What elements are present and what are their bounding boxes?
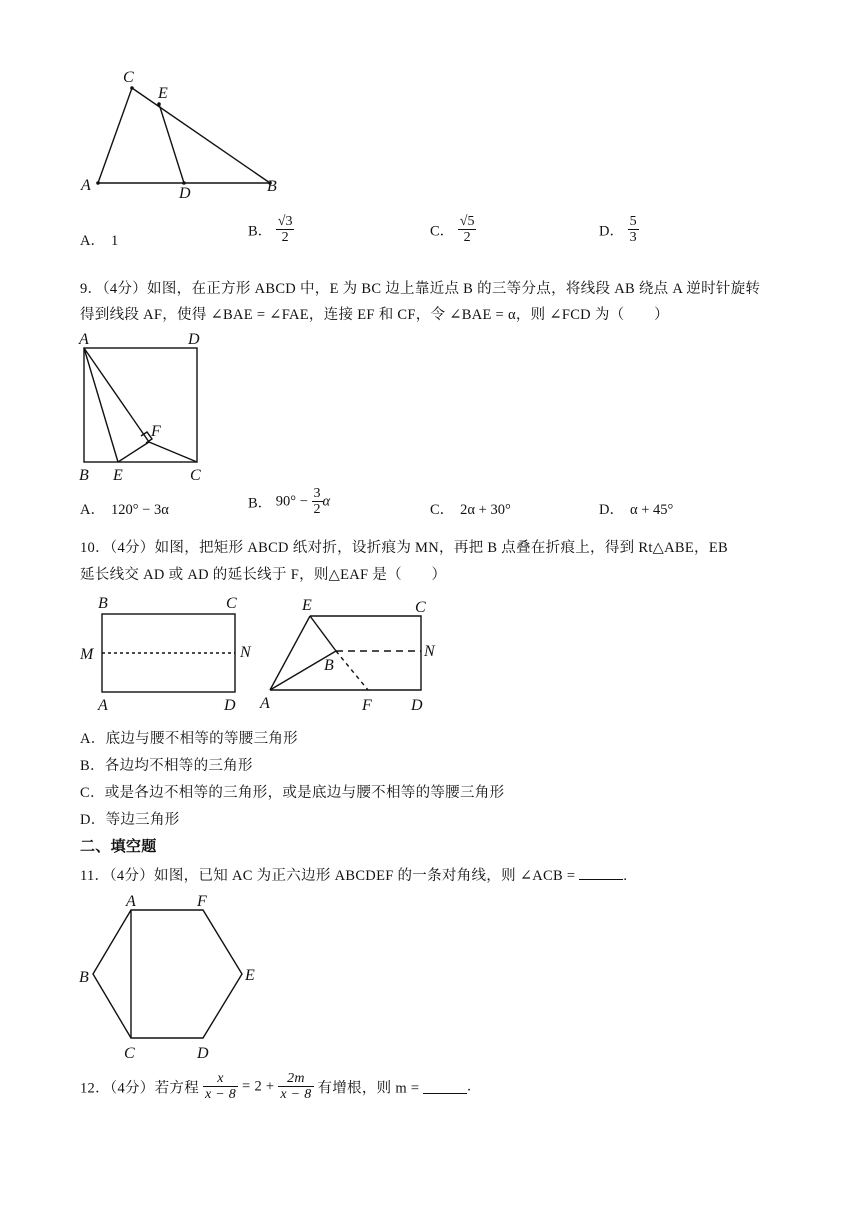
q8-option-b[interactable] xyxy=(248,214,294,246)
option-letter: B． xyxy=(248,495,273,512)
q8-triangle-figure xyxy=(78,66,288,200)
label-e: E xyxy=(113,467,123,484)
label-m: M xyxy=(80,646,94,663)
label-a: A xyxy=(126,893,136,910)
q11-end: . xyxy=(623,868,628,884)
option-value: 2α + 30° xyxy=(460,502,511,518)
label-b: B xyxy=(324,657,334,674)
option-fraction: $\frac{5}{3}$ xyxy=(629,214,637,246)
answer-blank[interactable] xyxy=(579,865,623,880)
label-e: E xyxy=(302,597,312,614)
q11-question: 11．（4分）如图，已知 AC 为正六边形 ABCDEF 的一条对角线，则 ∠ACB = xyxy=(80,868,576,884)
q12-prefix: 12．（4分）若方程 xyxy=(80,1080,199,1097)
q11-hexagon-figure xyxy=(74,890,269,1065)
q10-folded-figure xyxy=(258,590,448,715)
option-letter: D． xyxy=(599,223,624,240)
q9-text-line1: 9．（4分）如图，在正方形 ABCD 中，E 为 BC 边上靠近点 B 的三等分点，将线段 AB 绕点 A 逆时针旋转 xyxy=(80,281,761,297)
q12-middle: = 2 + xyxy=(242,1078,275,1095)
q10-text-line1: 10．（4分）如图，把矩形 ABCD 纸对折，设折痕为 MN，再把 B 点叠在折痕上，得到 Rt△ABE，EB xyxy=(80,540,728,556)
option-letter: C． xyxy=(430,502,455,518)
option-fraction: $\frac{√5}{2}$ xyxy=(459,214,475,246)
option-letter: B． xyxy=(248,223,273,240)
option-suffix: α xyxy=(322,493,331,510)
q12-end: . xyxy=(467,1078,472,1095)
q10-option-c[interactable]: C．或是各边不相等的三角形，或是底边与腰不相等的等腰三角形 xyxy=(80,785,505,801)
q10-text-line2: 延长线交 AD 或 AD 的延长线于 F，则△EAF 是（ ） xyxy=(80,567,447,583)
q10-option-b[interactable]: B．各边均不相等的三角形 xyxy=(80,758,253,774)
label-d: D xyxy=(224,697,236,714)
q8-option-c[interactable] xyxy=(430,214,476,246)
option-value: 1 xyxy=(110,233,119,249)
q8-option-a[interactable] xyxy=(80,229,118,250)
label-c: C xyxy=(226,595,237,612)
option-value: α + 45° xyxy=(629,502,674,518)
q9-square-figure xyxy=(75,328,210,484)
label-a: A xyxy=(98,697,108,714)
label-e: E xyxy=(245,967,255,984)
label-d: D xyxy=(179,185,191,202)
label-b: B xyxy=(79,969,89,986)
label-d: D xyxy=(197,1045,209,1062)
q12-fraction-2: $\frac{2m}{x - 8}$ xyxy=(280,1071,312,1103)
option-letter: C． xyxy=(430,223,455,240)
label-b: B xyxy=(79,467,89,484)
option-letter: A． xyxy=(80,502,105,518)
label-e: E xyxy=(158,85,168,102)
answer-blank[interactable] xyxy=(423,1079,467,1094)
q12-fraction-1: $\frac{x}{x - 8}$ xyxy=(204,1071,237,1103)
option-value: 120° − 3α xyxy=(110,502,169,518)
label-c: C xyxy=(190,467,201,484)
label-d: D xyxy=(188,331,200,348)
label-c: C xyxy=(124,1045,135,1062)
label-d: D xyxy=(411,697,423,714)
q9-option-a[interactable] xyxy=(80,498,169,519)
label-f: F xyxy=(197,893,207,910)
q12-text xyxy=(80,1071,471,1103)
q9-option-c[interactable] xyxy=(430,498,511,519)
label-a: A xyxy=(81,177,91,194)
option-letter: D． xyxy=(599,502,624,518)
label-f: F xyxy=(151,423,161,440)
label-b: B xyxy=(267,178,277,195)
label-c: C xyxy=(123,69,134,86)
label-c: C xyxy=(415,599,426,616)
q11-text xyxy=(80,864,627,885)
option-fraction: $\frac{√3}{2}$ xyxy=(277,214,293,246)
q10-rectangle-figure xyxy=(76,590,261,715)
label-f: F xyxy=(362,697,372,714)
label-a: A xyxy=(260,695,270,712)
section-heading: 二、填空题 xyxy=(80,837,157,855)
q9-text-line2: 得到线段 AF，使得 ∠BAE = ∠FAE，连接 EF 和 CF，令 ∠BAE = α，则 ∠FCD 为（ ） xyxy=(80,307,669,323)
q8-option-d[interactable] xyxy=(599,214,639,246)
label-a: A xyxy=(79,331,89,348)
option-letter: A． xyxy=(80,233,105,249)
label-n: N xyxy=(424,643,435,660)
q9-option-b[interactable] xyxy=(248,486,330,518)
q10-option-a[interactable]: A．底边与腰不相等的等腰三角形 xyxy=(80,731,298,747)
label-b: B xyxy=(98,595,108,612)
q10-option-d[interactable]: D．等边三角形 xyxy=(80,812,180,828)
q12-suffix: 有增根，则 m = xyxy=(317,1080,420,1097)
label-n: N xyxy=(240,644,251,661)
q9-option-d[interactable] xyxy=(599,498,673,519)
option-fraction: $\frac{3}{2}$ xyxy=(313,486,321,518)
option-prefix: 90° − xyxy=(275,493,308,510)
